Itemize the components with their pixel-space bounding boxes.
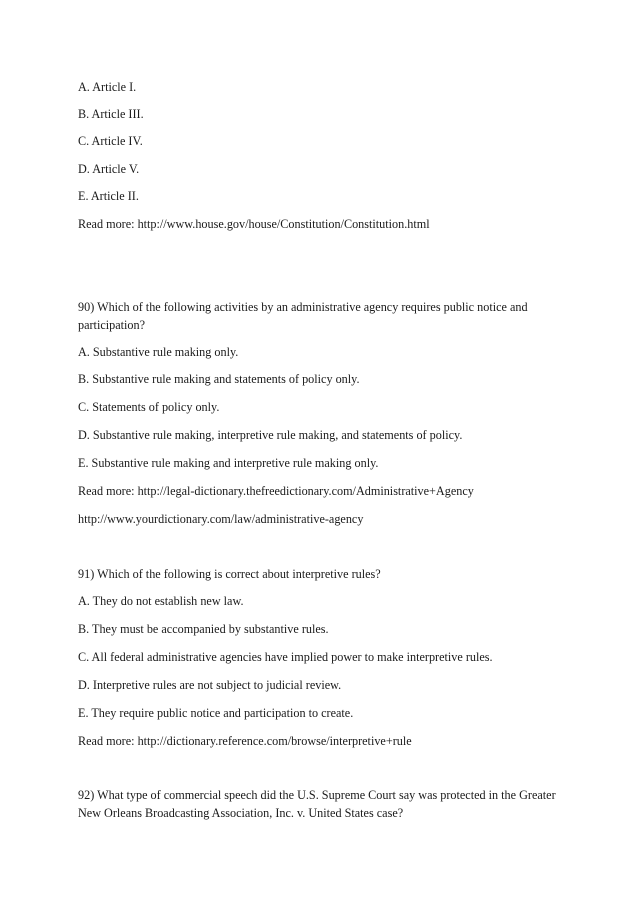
q91-read-more: Read more: http://dictionary.reference.com/browse/interpretive+rule <box>78 734 412 748</box>
q90-option-d: D. Substantive rule making, interpretive rule making, and statements of policy. <box>78 428 463 442</box>
question-90: 90) Which of the following activities by an administrative agency requires public notice and participation? <box>78 300 528 332</box>
question-92: 92) What type of commercial speech did the U.S. Supreme Court say was protected in the Greater New Orleans Broadcasting Association, Inc. v. United States case? <box>78 788 556 820</box>
option-b: B. Article III. <box>78 107 144 121</box>
q91-option-a: A. They do not establish new law. <box>78 594 244 608</box>
q90-option-a: A. Substantive rule making only. <box>78 345 239 359</box>
read-more-link: Read more: http://www.house.gov/house/Constitution/Constitution.html <box>78 217 430 231</box>
option-d: D. Article V. <box>78 162 140 176</box>
q90-option-b: B. Substantive rule making and statements of policy only. <box>78 372 360 386</box>
q90-read-more: Read more: http://legal-dictionary.thefreedictionary.com/Administrative+Agency <box>78 484 474 498</box>
q91-option-b: B. They must be accompanied by substantive rules. <box>78 622 329 636</box>
q90-extra-link: http://www.yourdictionary.com/law/administrative-agency <box>78 512 364 526</box>
option-a: A. Article I. <box>78 80 137 94</box>
option-e: E. Article II. <box>78 189 139 203</box>
q90-option-c: C. Statements of policy only. <box>78 400 220 414</box>
q91-option-c: C. All federal administrative agencies have implied power to make interpretive rules. <box>78 650 493 664</box>
q90-option-e: E. Substantive rule making and interpretive rule making only. <box>78 456 379 470</box>
option-c: C. Article IV. <box>78 134 143 148</box>
question-91: 91) Which of the following is correct about interpretive rules? <box>78 567 381 581</box>
q91-option-e: E. They require public notice and participation to create. <box>78 706 354 720</box>
q91-option-d: D. Interpretive rules are not subject to judicial review. <box>78 678 342 692</box>
